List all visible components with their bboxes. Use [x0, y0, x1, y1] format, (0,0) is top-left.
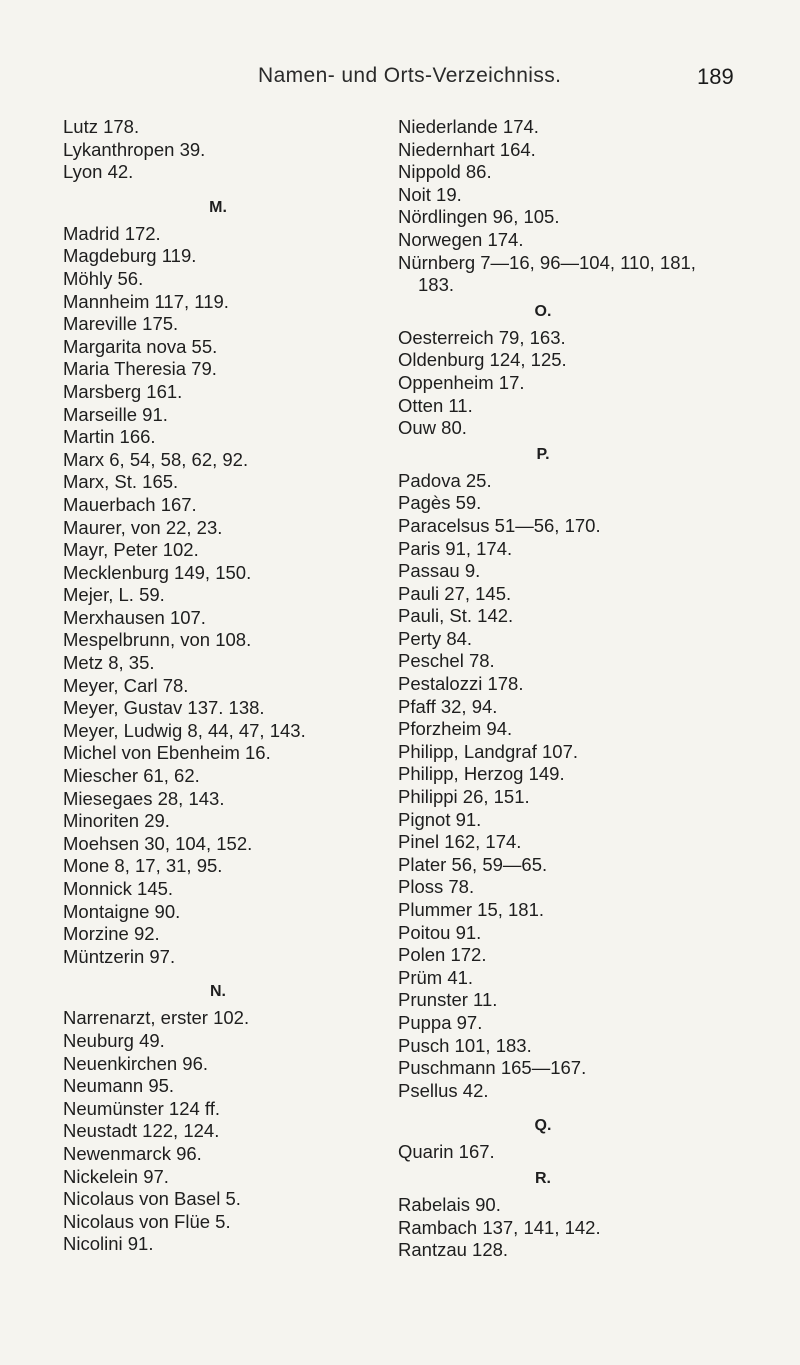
index-entry: Puppa 97. — [398, 1011, 483, 1033]
index-entry: Neustadt 122, 124. — [63, 1120, 220, 1142]
index-entry: Philippi 26, 151. — [398, 786, 530, 808]
index-entry: Pauli 27, 145. — [398, 582, 512, 604]
index-entry: Marsberg 161. — [63, 380, 183, 402]
index-entry: Moehsen 30, 104, 152. — [63, 832, 253, 854]
index-entry: Paris 91, 174. — [398, 537, 513, 559]
index-entry: Padova 25. — [398, 469, 492, 491]
index-entry: Nürnberg 7—16, 96—104, 110, 181, — [398, 251, 696, 273]
index-entry: Norwegen 174. — [398, 228, 524, 250]
section-letter-p: P. — [536, 445, 550, 463]
index-entry: Pauli, St. 142. — [398, 605, 514, 627]
index-entry: Pfaff 32, 94. — [398, 695, 498, 717]
index-entry: Polen 172. — [398, 944, 487, 966]
index-entry: Quarin 167. — [398, 1141, 495, 1163]
index-entry: Newenmarck 96. — [63, 1142, 202, 1164]
index-entry: Paracelsus 51—56, 170. — [398, 514, 601, 536]
index-entry: Mone 8, 17, 31, 95. — [63, 855, 223, 877]
index-entry: Montaigne 90. — [63, 900, 181, 922]
section-q-entries — [398, 1141, 790, 1164]
index-entry: Ploss 78. — [398, 876, 475, 898]
section-letter-m: M. — [209, 198, 227, 216]
index-entry: Pinel 162, 174. — [398, 831, 522, 853]
index-entry: Nicolaus von Basel 5. — [63, 1188, 241, 1210]
index-entry: Neumann 95. — [63, 1075, 175, 1097]
index-column-left — [63, 116, 393, 1256]
index-entry: Prunster 11. — [398, 989, 498, 1011]
index-entry: Psellus 42. — [398, 1079, 489, 1101]
section-letter-n: N. — [210, 983, 226, 1001]
index-entry-continuation: 183. — [418, 274, 455, 296]
index-entry: Möhly 56. — [63, 267, 144, 289]
section-o-entries — [398, 327, 790, 440]
index-entry: Maria Theresia 79. — [63, 358, 217, 380]
index-entry: Mecklenburg 149, 150. — [63, 561, 252, 583]
index-entry: Neumünster 124 ff. — [63, 1097, 220, 1119]
index-entry: Rabelais 90. — [398, 1193, 501, 1215]
section-l-entries — [63, 116, 393, 184]
index-entry: Oesterreich 79, 163. — [398, 326, 566, 348]
index-entry: Pestalozzi 178. — [398, 673, 524, 695]
index-entry: Mauerbach 167. — [63, 493, 197, 515]
index-entry: Nördlingen 96, 105. — [398, 206, 560, 228]
index-entry: Otten 11. — [398, 394, 473, 416]
index-entry: Pforzheim 94. — [398, 718, 513, 740]
index-entry: Mareville 175. — [63, 313, 179, 335]
index-entry: Mayr, Peter 102. — [63, 539, 199, 561]
index-entry: Prüm 41. — [398, 966, 474, 988]
index-entry: Nicolaus von Flüe 5. — [63, 1210, 231, 1232]
index-entry: Plater 56, 59—65. — [398, 853, 548, 875]
index-entry: Philipp, Herzog 149. — [398, 763, 565, 785]
section-n-entries — [63, 1007, 393, 1256]
index-entry: Martin 166. — [63, 426, 156, 448]
index-entry: Meyer, Gustav 137. 138. — [63, 697, 265, 719]
index-entry: Perty 84. — [398, 627, 473, 649]
index-entry: Nickelein 97. — [63, 1165, 169, 1187]
index-entry: Lyon 42. — [63, 161, 134, 183]
index-entry: Madrid 172. — [63, 222, 161, 244]
index-entry: Marx, St. 165. — [63, 471, 179, 493]
index-entry: Müntzerin 97. — [63, 945, 176, 967]
index-entry: Pignot 91. — [398, 808, 482, 830]
index-entry: Niederlande 174. — [398, 116, 539, 137]
index-entry: Mannheim 117, 119. — [63, 290, 229, 312]
index-entry: Narrenarzt, erster 102. — [63, 1007, 250, 1029]
index-entry: Puschmann 165—167. — [398, 1057, 587, 1079]
page-header — [0, 64, 800, 94]
index-entry: Miescher 61, 62. — [63, 765, 200, 787]
index-entry: Peschel 78. — [398, 650, 495, 672]
index-entry: Meyer, Ludwig 8, 44, 47, 143. — [63, 719, 306, 741]
index-entry: Marseille 91. — [63, 403, 168, 425]
index-entry: Rantzau 128. — [398, 1239, 509, 1261]
index-entry: Margarita nova 55. — [63, 335, 218, 357]
index-entry: Mespelbrunn, von 108. — [63, 629, 252, 651]
index-entry: Miesegaes 28, 143. — [63, 787, 225, 809]
index-entry: Ouw 80. — [398, 417, 467, 439]
index-entry: Mejer, L. 59. — [63, 584, 165, 606]
index-entry: Meyer, Carl 78. — [63, 674, 189, 696]
section-p-entries — [398, 470, 790, 1103]
index-entry: Merxhausen 107. — [63, 606, 206, 628]
index-entry: Pusch 101, 183. — [398, 1034, 532, 1056]
index-entry: Rambach 137, 141, 142. — [398, 1216, 601, 1238]
index-entry: Niedernhart 164. — [398, 138, 536, 160]
section-n-entries-continued — [398, 116, 790, 274]
index-entry: Oppenheim 17. — [398, 371, 525, 393]
section-r-entries — [398, 1194, 790, 1262]
index-entry: Noit 19. — [398, 183, 462, 205]
index-entry: Magdeburg 119. — [63, 245, 197, 267]
index-entry: Poitou 91. — [398, 921, 482, 943]
index-entry: Nicolini 91. — [63, 1233, 154, 1255]
index-entry: Passau 9. — [398, 560, 481, 582]
index-entry: Marx 6, 54, 58, 62, 92. — [63, 448, 249, 470]
index-entry: Minoriten 29. — [63, 810, 170, 832]
index-entry: Nippold 86. — [398, 161, 492, 183]
index-entry: Neuburg 49. — [63, 1029, 165, 1051]
index-entry: Metz 8, 35. — [63, 652, 155, 674]
running-title: Namen- und Orts-Verzeichniss. — [258, 64, 562, 87]
index-entry: Monnick 145. — [63, 878, 174, 899]
index-entry: Pagès 59. — [398, 492, 482, 514]
section-letter-o: O. — [534, 302, 552, 320]
index-entry: Neuenkirchen 96. — [63, 1052, 209, 1074]
index-entry: Lutz 178. — [63, 116, 140, 137]
index-entry: Philipp, Landgraf 107. — [398, 740, 578, 762]
index-entry: Plummer 15, 181. — [398, 899, 545, 920]
index-entry: Morzine 92. — [63, 923, 160, 945]
page-number: 189 — [697, 64, 734, 89]
index-entry: Lykanthropen 39. — [63, 138, 206, 160]
index-entry: Maurer, von 22, 23. — [63, 516, 223, 538]
index-entry: Michel von Ebenheim 16. — [63, 742, 271, 764]
section-letter-q: Q. — [534, 1117, 552, 1135]
index-column-right — [398, 116, 790, 1262]
index-entry: Oldenburg 124, 125. — [398, 349, 567, 371]
section-m-entries — [63, 223, 393, 969]
section-letter-r: R. — [535, 1169, 551, 1187]
